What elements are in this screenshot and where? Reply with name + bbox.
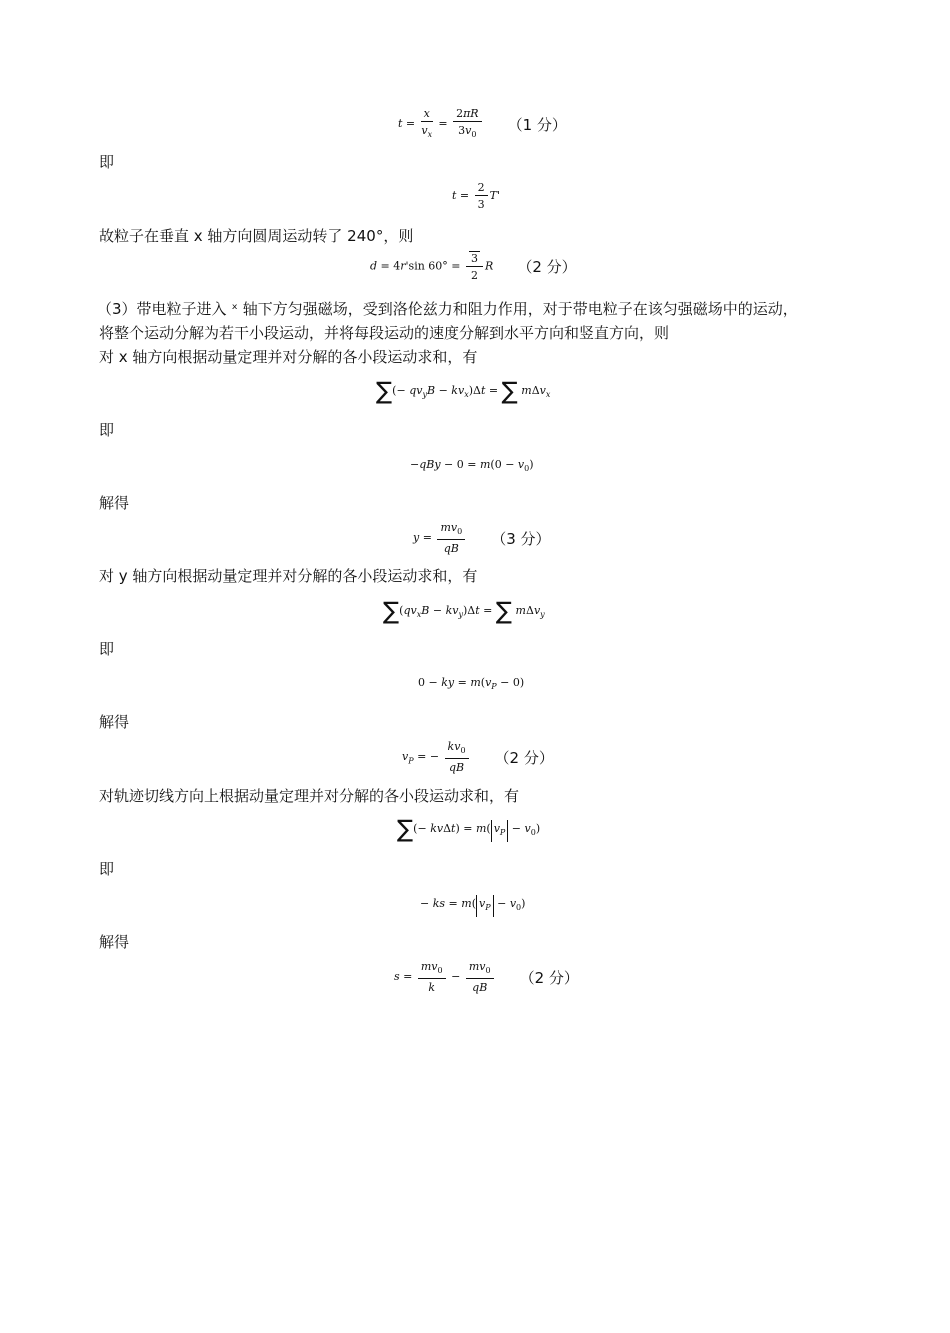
text-rotation-240: 故粒子在垂直 x 轴方向圆周运动转了 240°，则 — [99, 227, 414, 245]
equation-y-result: y = $\frac{mv_0}{qB}$ （3 分） — [413, 521, 551, 556]
text-tangent-momentum: 对轨迹切线方向上根据动量定理并对分解的各小段运动求和，有 — [99, 787, 520, 805]
text-part3-line1: （3）带电粒子进入 ˣ 轴下方匀强磁场，受到洛伦兹力和阻力作用，对于带电粒子在该匀强磁场中的运动， — [97, 300, 798, 318]
score-label: （3 分） — [491, 529, 551, 548]
score-label: （1 分） — [507, 115, 567, 134]
equation-tangent-momentum: − ks = m( $v_P - v_0$) — [420, 895, 525, 917]
text-ji: 即 — [99, 860, 115, 878]
text-jiede: 解得 — [99, 933, 130, 951]
equation-x-momentum: $-qBy - 0 = m(0 - v_0)$ — [410, 458, 534, 474]
text-ji: 即 — [99, 640, 115, 658]
score-label: （2 分） — [494, 748, 554, 767]
text-jiede: 解得 — [99, 494, 130, 512]
equation-time: t = $\frac{x}{v_x}$ = $\frac{2\pi R}{3v_0}$ （1 分） — [398, 107, 567, 140]
text-ji: 即 — [99, 421, 115, 439]
score-label: （2 分） — [519, 968, 579, 987]
text-part3-line2: 将整个运动分解为若干小段运动，并将每段运动的速度分解到水平方向和竖直方向，则 — [99, 324, 670, 342]
text-jiede: 解得 — [99, 713, 130, 731]
score-label: （2 分） — [517, 258, 577, 276]
equation-s-result: s = $\frac{mv_0}{k}$ − $\frac{mv_0}{qB}$ （2 分） — [394, 960, 579, 995]
equation-y-momentum-sum: $\sum(qv_xB - kv_y)\Delta t$ = ∑ mΔv$_y$ — [383, 597, 545, 625]
equation-vp-result: $v_P$ = − $\frac{kv_0}{qB}$ （2 分） — [402, 740, 554, 775]
text-ji: 即 — [99, 153, 115, 171]
equation-distance: d = 4r'sin 60° = $\frac{3}{2}$ R （2 分） — [370, 252, 577, 282]
equation-x-momentum-sum: ∑(− $qv_yB - kv_x)\Delta t$ = ∑ mΔv$_x$ — [376, 377, 551, 405]
equation-y-momentum: 0 − ky = $m(v_P - 0)$ — [418, 676, 525, 692]
text-x-axis-momentum: 对 x 轴方向根据动量定理并对分解的各小段运动求和，有 — [99, 348, 478, 366]
equation-time-period: t = $\frac{2}{3}$ T' — [452, 181, 501, 211]
equation-tangent-momentum-sum: ∑(− kvΔt) = m( $v_P - v_0$) — [397, 815, 541, 843]
text-y-axis-momentum: 对 y 轴方向根据动量定理并对分解的各小段运动求和，有 — [99, 567, 478, 585]
